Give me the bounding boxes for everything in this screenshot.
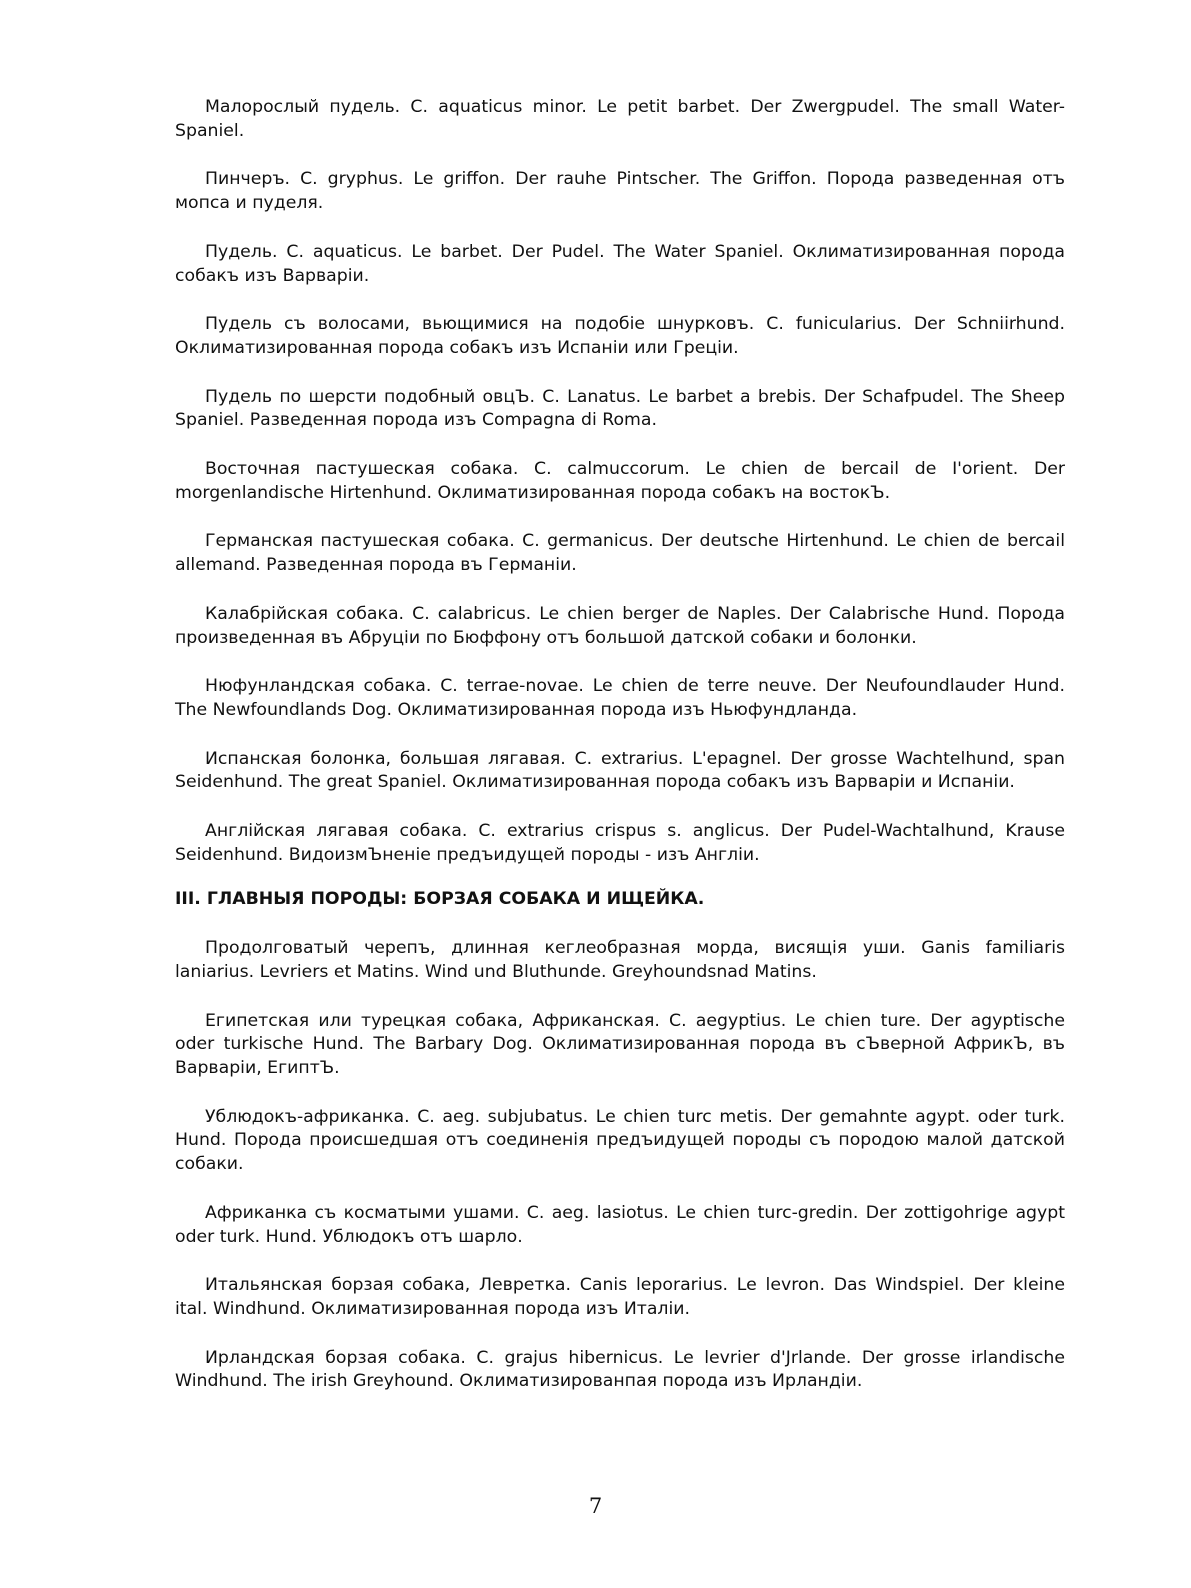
paragraph-african-mongrel: Ублюдокъ-африканка. C. aeg. subjubatus. Le chien turc metis. Der gemahnte agypt. oder turk. Hund. Порода происшедшая отъ соединенія предъидущей породы съ породою малой датской собаки. bbox=[175, 1106, 1065, 1175]
paragraph-italian-greyhound: Итальянская борзая собака, Левретка. Canis leporarius. Le levron. Das Windspiel. Der kleine ital. Windhund. Оклиматизированная порода изъ Италіи. bbox=[175, 1275, 1065, 1319]
paragraph-english-spaniel: Англійская лягавая собака. C. extrarius crispus s. anglicus. Der Pudel-Wachtalhund, Krause Seidenhund. ВидоизмЪненіе предъидущей породы - изъ Англіи. bbox=[175, 821, 1065, 865]
paragraph-poodle: Пудель. C. aquaticus. Le barbet. Der Pudel. The Water Spaniel. Оклиматизированная порода собакъ изъ Варваріи. bbox=[175, 241, 1065, 286]
paragraph-newfoundland: Нюфунландская собака. C. terrae-novae. Le chien de terre neuve. Der Neufoundlauder Hund. The Newfoundlands Dog. Оклиматизированная порода изъ Ньюфундланда. bbox=[175, 676, 1065, 720]
page-body bbox=[175, 96, 1065, 1419]
paragraph-griffon: Пинчеръ. C. gryphus. Le griffon. Der rauhe Pintscher. The Griffon. Порода разведенная отъ мопса и пуделя. bbox=[175, 169, 1065, 214]
paragraph-calabrian-dog: Калабрійская собака. C. calabricus. Le chien berger de Naples. Der Calabrische Hund. Порода произведенная въ Абруціи по Бюффону отъ большой датской собаки и болонки. bbox=[175, 603, 1065, 648]
paragraph-spanish-spaniel: Испанская болонка, большая лягавая. C. extrarius. L'epagnel. Der grosse Wachtelhund, span Seidenhund. The great Spaniel. Оклиматизированная порода собакъ изъ Варваріи и Испаніи. bbox=[175, 748, 1065, 793]
paragraph-skull-description: Продолговатый черепъ, длинная кеглеобразная морда, висящія уши. Ganis familiaris laniarius. Levriers et Matins. Wind und Bluthunde. Greyhoundsnad Matins. bbox=[175, 938, 1065, 982]
paragraph-german-shepherd: Германская пастушеская собака. C. germanicus. Der deutsche Hirtenhund. Le chien de bercail allemand. Разведенная порода въ Германіи. bbox=[175, 531, 1065, 576]
paragraph-corded-poodle: Пудель съ волосами, вьющимися на подобіе шнурковъ. C. funicularius. Der Schniirhund. Оклиматизированная порода собакъ изъ Испаніи или Греціи. bbox=[175, 314, 1065, 358]
page-number: 7 bbox=[588, 1494, 603, 1518]
paragraph-irish-greyhound: Ирландская борзая собака. C. grajus hibernicus. Le levrier d'Jrlande. Der grosse irlandische Windhund. The irish Greyhound. Оклиматизированпая порода изъ Ирландіи. bbox=[175, 1347, 1065, 1392]
section-heading: III. ГЛАВНЫЯ ПОРОДЫ: БОРЗАЯ СОБАКА И ИЩЕЙКА. bbox=[175, 889, 705, 910]
paragraph-eastern-shepherd: Восточная пастушеская собака. C. calmuccorum. Le chien de bercail de I'orient. Der morgenlandische Hirtenhund. Оклиматизированная порода собакъ на востокЪ. bbox=[175, 459, 1065, 503]
paragraph-dwarf-poodle: Малорослый пудель. C. aquaticus minor. Le petit barbet. Der Zwergpudel. The small Water-Spaniel. bbox=[175, 97, 1065, 141]
paragraph-sheep-poodle: Пудель по шерсти подобный овцЪ. C. Lanatus. Le barbet a brebis. Der Schafpudel. The Sheep Spaniel. Разведенная порода изъ Compagna di Roma. bbox=[175, 386, 1065, 431]
paragraph-egyptian-dog: Египетская или турецкая собака, Африканская. C. aegyptius. Le chien ture. Der agyptische oder turkische Hund. The Barbary Dog. Оклиматизированная порода въ сЪверной АфрикЪ, въ Варваріи, ЕгиптЪ. bbox=[175, 1010, 1065, 1078]
paragraph-shaggy-eared-african: Африканка съ косматыми ушами. C. aeg. lasiotus. Le chien turc-gredin. Der zottigohrige agypt oder turk. Hund. Ублюдокъ отъ шарло. bbox=[175, 1202, 1065, 1247]
